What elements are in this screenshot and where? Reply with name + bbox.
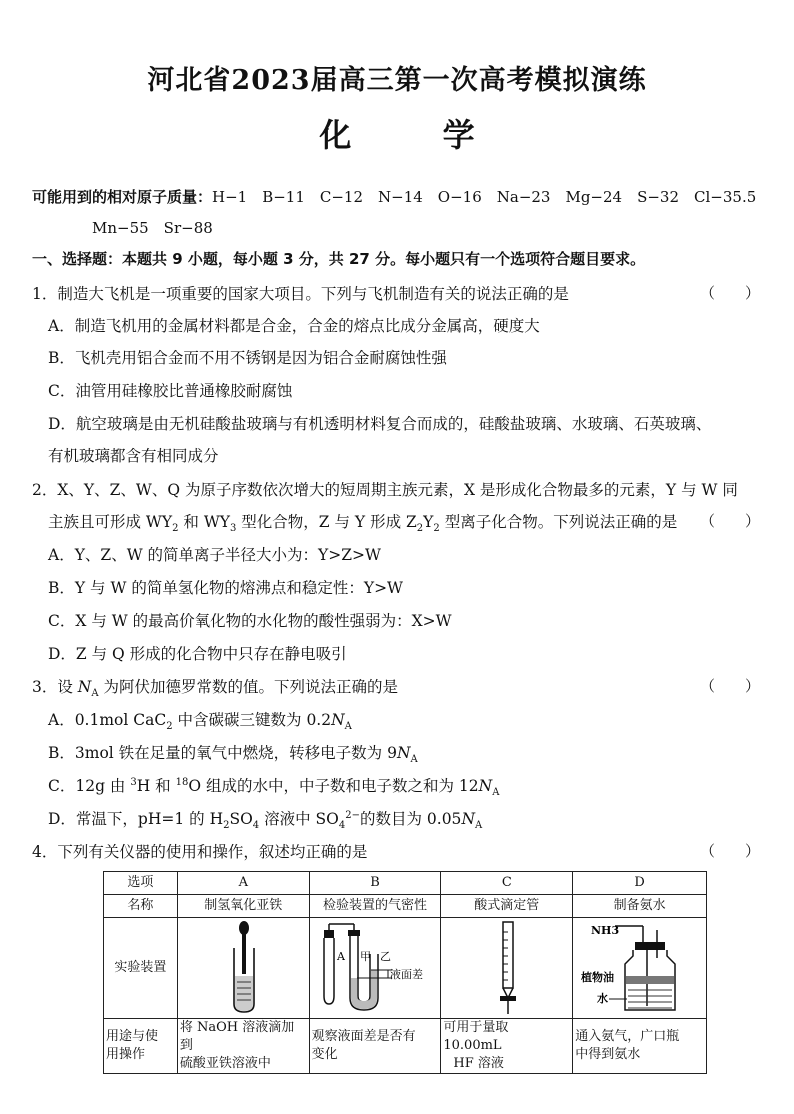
table-cell (177, 918, 309, 1019)
q3-option-d (48, 807, 482, 831)
q2-sub: 2 (433, 523, 440, 535)
q2-stem-2 (48, 510, 677, 534)
q3-text: A．0.1mol CaC (48, 711, 167, 729)
q1-answer-paren: （ ） (700, 284, 761, 302)
q1-stem: 1．制造大飞机是一项重要的国家大项目。下列与飞机制造有关的说法正确的是 (32, 285, 569, 303)
q1-option-d: D．航空玻璃是由无机硅酸盐玻璃与有机透明材料复合而成的，硅酸盐玻璃、水玻璃、石英玻璃、 (48, 415, 712, 433)
cell-line: 变化 (311, 1047, 338, 1062)
q2-sub: 3 (230, 523, 237, 535)
cell-line: 中得到氨水 (575, 1047, 641, 1062)
na-sub: A (410, 754, 418, 766)
q3-text: D．常温下，pH=1 的 H (48, 810, 224, 828)
table-cell (441, 1019, 573, 1074)
q4-table (103, 871, 707, 1074)
q4-stem: 4．下列有关仪器的使用和操作，叙述均正确的是 (32, 843, 368, 861)
q1-option-d-cont: 有机玻璃都含有相同成分 (48, 447, 219, 465)
table-cell: 制备氨水 (573, 895, 707, 918)
q2-option-c: C．X 与 W 的最高价氧化物的水化物的酸性强弱为：X>W (48, 612, 452, 630)
q2-stem-1: 2．X、Y、Z、W、Q 为原子序数依次增大的短周期主族元素，X 是形成化合物最多的元素，Y 与 W 同 (32, 481, 738, 499)
table-cell (573, 1019, 707, 1074)
table-cell: A (177, 872, 309, 895)
q3-sub: 4 (338, 820, 346, 832)
q3-text: 为阿伏加德罗常数的值。下列说法正确的是 (98, 678, 399, 696)
atomic-mass-line2: Mn−55 Sr−88 (92, 219, 213, 237)
q2-option-d: D．Z 与 Q 形成的化合物中只存在静电吸引 (48, 645, 347, 663)
q3-text: 中含碳碳三键数为 0.2 (172, 711, 332, 729)
u-tube-airtight-figure (312, 918, 440, 1018)
label-oil: 植物油 (581, 971, 615, 984)
q3-text: C．12g 由 (48, 777, 131, 795)
table-cell: B (309, 872, 441, 895)
atomic-mass-label: 可能用到的相对原子质量： (32, 188, 213, 206)
cell-line: 将 NaOH 溶液滴加到 (179, 1020, 295, 1053)
label-nh3: NH3 (591, 924, 620, 937)
q3-text: 的数目为 0.05 (359, 810, 462, 828)
q3-sub: 2 (223, 820, 230, 832)
q3-answer-paren: （ ） (700, 677, 761, 695)
table-cell: D (573, 872, 707, 895)
q2-option-b: B．Y 与 W 的简单氢化物的熔沸点和稳定性：Y>W (48, 579, 403, 597)
q1-option-a: A．制造飞机用的金属材料都是合金，合金的熔点比成分金属高，硬度大 (48, 317, 540, 335)
na-symbol: N (77, 678, 92, 696)
q3-text: H 和 (136, 777, 176, 795)
table-cell: 实验装置 (104, 918, 178, 1019)
table-cell (309, 1019, 441, 1074)
q3-sup: 18 (175, 776, 189, 788)
table-cell (177, 1019, 309, 1074)
table-cell (441, 918, 573, 1019)
q3-text: B．3mol 铁在足量的氧气中燃烧，转移电子数为 9 (48, 744, 397, 762)
table-row (104, 1019, 707, 1074)
na-symbol: N (461, 810, 475, 828)
na-symbol: N (331, 711, 345, 729)
table-cell: 名称 (104, 895, 178, 918)
cell-line: 用途与使 (106, 1029, 159, 1044)
na-symbol: N (396, 744, 411, 762)
na-sub: A (492, 787, 500, 799)
label-level-diff: 液面差 (389, 968, 423, 981)
q2-text-a: 主族且可形成 WY (48, 513, 173, 531)
q3-text: SO (229, 810, 253, 828)
table-cell (573, 918, 707, 1019)
label-a: A (336, 950, 345, 963)
cell-line: 观察液面差是否有 (311, 1029, 416, 1044)
q2-option-a: A．Y、Z、W 的简单离子半径大小为：Y>Z>W (48, 546, 381, 564)
cell-line: 用操作 (106, 1047, 146, 1062)
table-cell (309, 918, 441, 1019)
table-cell (104, 1019, 178, 1074)
subject-title: 化 学 (319, 116, 515, 154)
table-cell: C (441, 872, 573, 895)
q3-sub: 2 (166, 721, 173, 733)
q3-text: 3．设 (32, 678, 78, 696)
q3-option-c (48, 774, 499, 798)
label-jia: 甲 (359, 950, 371, 963)
q3-sub: 4 (252, 820, 260, 832)
cell-line: HF 溶液 (453, 1056, 504, 1071)
q3-text: 溶液中 SO (259, 810, 339, 828)
cell-line: 硫酸亚铁溶液中 (179, 1056, 271, 1071)
q3-option-a (48, 708, 352, 732)
q1-option-c: C．油管用硅橡胶比普通橡胶耐腐蚀 (48, 382, 293, 400)
q3-stem (32, 675, 398, 699)
page-title: 河北省2023届高三第一次高考模拟演练 (147, 65, 647, 96)
table-header-row (104, 872, 707, 895)
q1-option-b: B．飞机壳用铝合金而不用不锈钢是因为铝合金耐腐蚀性强 (48, 349, 447, 367)
label-water: 水 (597, 992, 609, 1005)
table-row (104, 895, 707, 918)
na-sub: A (91, 688, 99, 700)
q3-sup: 2− (345, 809, 360, 821)
section-heading: 一、选择题：本题共 9 小题，每小题 3 分，共 27 分。每小题只有一个选项符合题目要求。 (32, 250, 646, 268)
q2-text-d: Y (423, 513, 434, 531)
atomic-mass-line1 (32, 186, 756, 207)
table-cell: 制氢氧化亚铁 (177, 895, 309, 918)
table-row (104, 918, 707, 1019)
acid-burette-figure (443, 918, 571, 1018)
q4-answer-paren: （ ） (700, 842, 761, 860)
label-yi: 乙 (379, 950, 391, 963)
table-cell: 选项 (104, 872, 178, 895)
q2-answer-paren: （ ） (700, 512, 761, 530)
na-sub: A (344, 721, 352, 733)
cell-line: 通入氨气，广口瓶 (575, 1029, 680, 1044)
table-cell: 检验装置的气密性 (309, 895, 441, 918)
cell-line: 可用于量取 10.00mL (443, 1020, 509, 1053)
ammonia-bottle-figure (575, 918, 705, 1018)
dropper-test-tube-figure (180, 918, 308, 1018)
q2-sub: 2 (416, 523, 424, 535)
q2-text-b: 和 WY (178, 513, 230, 531)
q3-sup: 3 (130, 776, 137, 788)
na-sub: A (475, 820, 483, 832)
q2-text-c: 型化合物，Z 与 Y 形成 Z (236, 513, 417, 531)
q2-sub: 2 (172, 523, 179, 535)
q2-text-e: 型离子化合物。下列说法正确的是 (439, 513, 678, 531)
atomic-mass-values-1: H−1 B−11 C−12 N−14 O−16 Na−23 Mg−24 S−32 Cl−35.5 (212, 188, 757, 206)
na-symbol: N (478, 777, 493, 795)
q3-option-b (48, 741, 418, 765)
table-cell: 酸式滴定管 (441, 895, 573, 918)
q3-text: O 组成的水中，中子数和电子数之和为 12 (188, 777, 479, 795)
